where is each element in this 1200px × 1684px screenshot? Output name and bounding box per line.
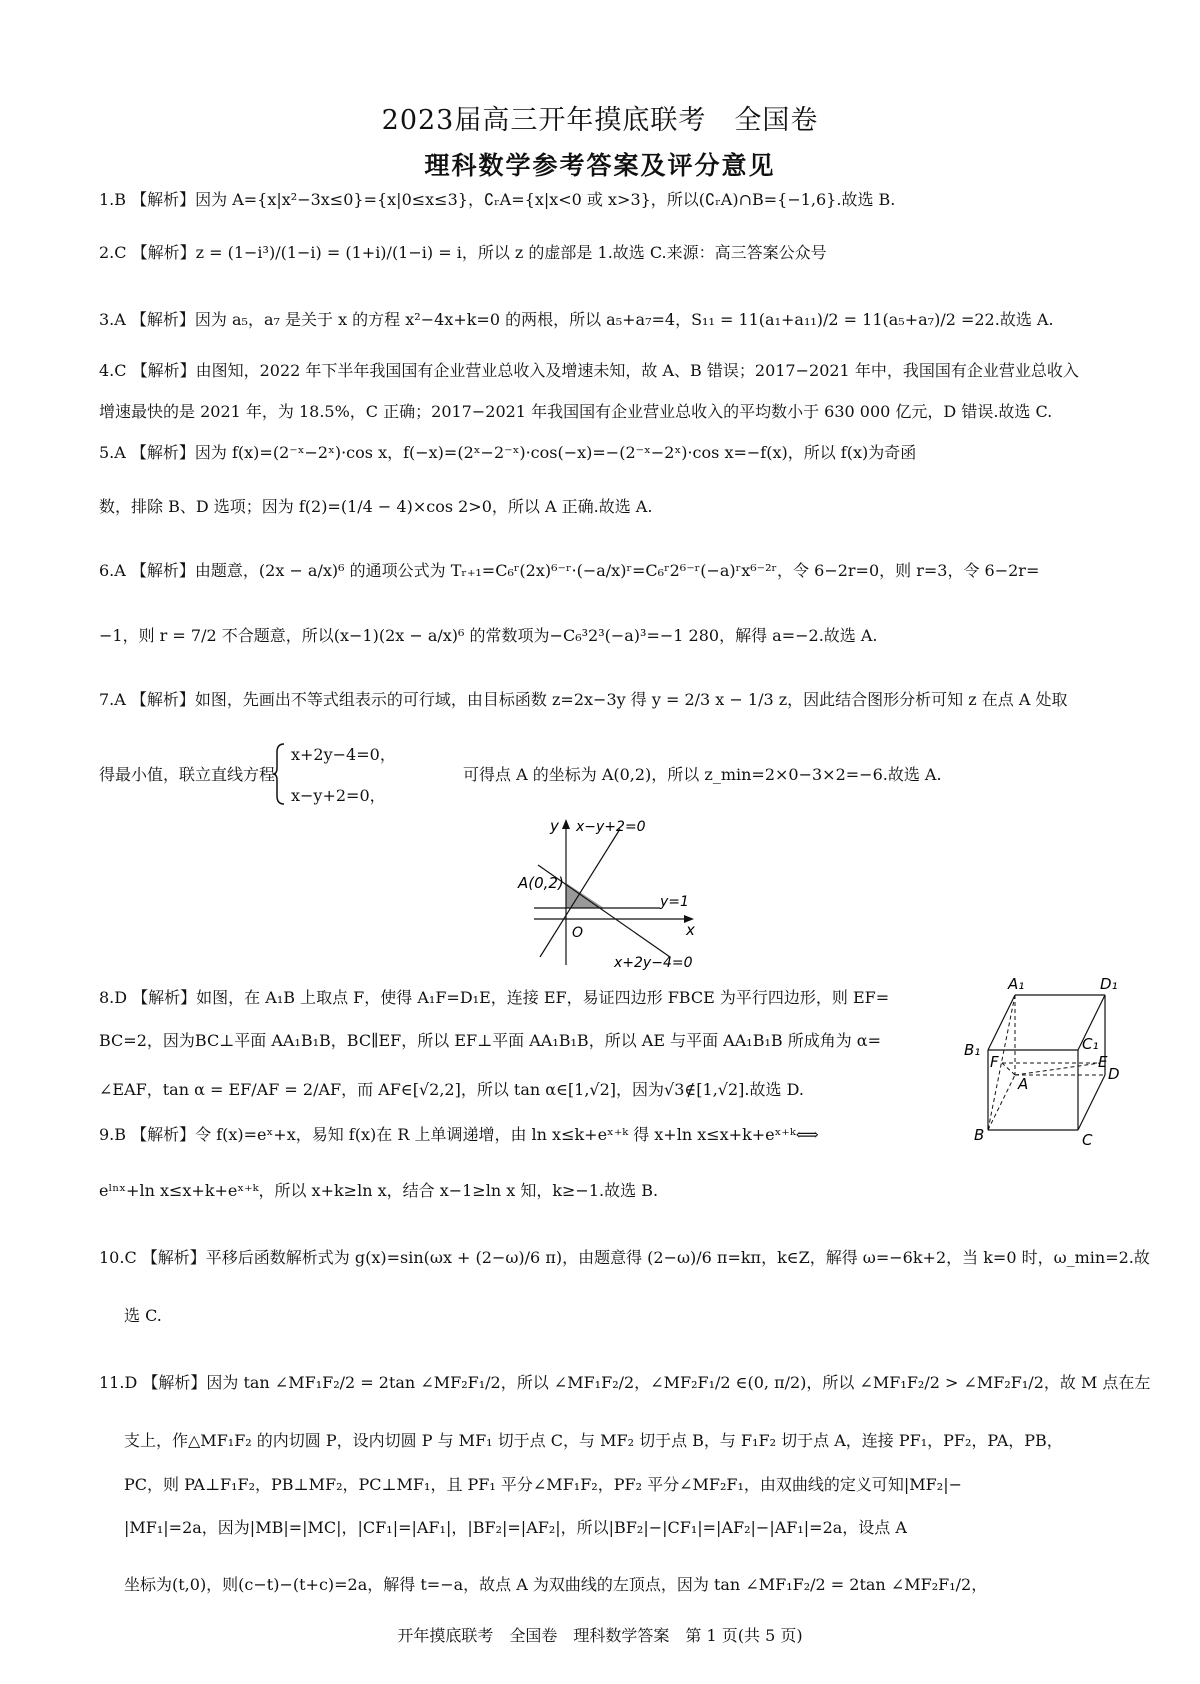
label-x: x <box>686 921 695 939</box>
label-y: y <box>550 817 559 835</box>
label-x-2y-4: x+2y−4=0 <box>614 955 693 970</box>
label-b1: B₁ <box>964 1041 981 1059</box>
label-a1: A₁ <box>1008 975 1025 993</box>
answer-7-line2a: 得最小值，联立直线方程 <box>99 765 276 784</box>
edge-b-a <box>988 1075 1015 1130</box>
answer-7-line1: 7.A 【解析】如图，先画出不等式组表示的可行域，由目标函数 z=2x−3y 得 y = 2/3 x − 1/3 z，因此结合图形分析可知 z 在点 A 处取 <box>99 690 1068 709</box>
page-footer: 开年摸底联考 全国卷 理科数学答案 第 1 页(共 5 页) <box>397 1626 803 1645</box>
answer-7-line2b: 可得点 A 的坐标为 A(0,2)，所以 z_min=2×0−3×2=−6.故选 A. <box>463 765 942 784</box>
label-o: O <box>572 925 584 941</box>
label-f: F <box>990 1053 999 1071</box>
answer-6-line1: 6.A 【解析】由题意，(2x − a/x)⁶ 的通项公式为 Tᵣ₊₁=C₆ʳ(2x)⁶⁻ʳ·(−a/x)ʳ=C₆ʳ2⁶⁻ʳ(−a)ʳx⁶⁻²ʳ，令 6−2r=0，则 r=3，令 6−2r= <box>99 561 1040 580</box>
label-a: A <box>1018 1075 1029 1093</box>
segment-a-f <box>1002 1063 1015 1075</box>
label-d1: D₁ <box>1100 975 1118 993</box>
system-eq-2: x−y+2=0， <box>291 786 386 805</box>
label-y-1: y=1 <box>660 894 689 910</box>
segment-a-e <box>1015 1063 1100 1075</box>
answer-11-line3: PC，则 PA⊥F₁F₂，PB⊥MF₂，PC⊥MF₁，且 PF₁ 平分∠MF₁F₂，PF₂ 平分∠MF₂F₁，由双曲线的定义可知|MF₂|− <box>124 1475 962 1494</box>
answer-9-line1: 9.B 【解析】令 f(x)=eˣ+x，易知 f(x)在 R 上单调递增，由 ln x≤k+eˣ⁺ᵏ 得 x+ln x≤x+k+eˣ⁺ᵏ⟺ <box>99 1125 819 1144</box>
y-axis-arrow <box>562 819 570 829</box>
label-e: E <box>1098 1053 1108 1071</box>
system-eq-1: x+2y−4=0， <box>291 745 396 764</box>
label-c1: C₁ <box>1082 1035 1099 1053</box>
answer-5-line1: 5.A 【解析】因为 f(x)=(2⁻ˣ−2ˣ)·cos x，f(−x)=(2ˣ−2⁻ˣ)·cos(−x)=−(2⁻ˣ−2ˣ)·cos x=−f(x)，所以 f(x)为奇函 <box>99 443 917 462</box>
answer-11-line2: 支上，作△MF₁F₂ 的内切圆 P，设内切圆 P 与 MF₁ 切于点 C，与 MF₂ 切于点 B，与 F₁F₂ 切于点 A，连接 PF₁，PF₂，PA，PB， <box>124 1431 1063 1450</box>
label-b: B <box>974 1126 985 1144</box>
answer-6-line2: −1，则 r = 7/2 不合题意，所以(x−1)(2x − a/x)⁶ 的常数项为−C₆³2³(−a)³=−1 280，解得 a=−2.故选 A. <box>99 626 878 645</box>
answer-10-line1: 10.C 【解析】平移后函数解析式为 g(x)=sin(ωx + (2−ω)/6 π)，由题意得 (2−ω)/6 π=kπ，k∈Z，解得 ω=−6k+2，当 k=0 时，ω_min=2.故 <box>99 1248 1150 1267</box>
answer-4-line2: 增速最快的是 2021 年，为 18.5%，C 正确；2017−2021 年我国国有企业营业总收入的平均数小于 630 000 亿元，D 错误.故选 C. <box>99 402 1053 421</box>
label-x-y-2: x−y+2=0 <box>576 819 646 835</box>
answer-10-line2: 选 C. <box>124 1306 162 1325</box>
system-brace <box>272 742 286 812</box>
answer-11-line5: 坐标为(t,0)，则(c−t)−(t+c)=2a，解得 t=−a，故点 A 为双曲线的左顶点，因为 tan ∠MF₁F₂/2 = 2tan ∠MF₂F₁/2， <box>124 1575 988 1594</box>
label-d: D <box>1108 1065 1120 1083</box>
feasible-region <box>566 883 604 908</box>
page-title: 2023届高三开年摸底联考 全国卷 <box>381 105 819 136</box>
answer-8-line3: ∠EAF，tan α = EF/AF = 2/AF，而 AF∈[√2,2]，所以 tan α∈[1,√2]，因为√3∉[1,√2].故选 D. <box>99 1080 804 1099</box>
answer-3: 3.A 【解析】因为 a₅，a₇ 是关于 x 的方程 x²−4x+k=0 的两根，所以 a₅+a₇=4，S₁₁ = 11(a₁+a₁₁)/2 = 11(a₅+a₇)/2 =22.故选 A. <box>99 310 1054 329</box>
figure-feasible-region <box>510 815 720 974</box>
edge-c-d <box>1078 1075 1105 1130</box>
page-subtitle: 理科数学参考答案及评分意见 <box>424 151 776 180</box>
answer-2: 2.C 【解析】z = (1−i³)/(1−i) = (1+i)/(1−i) = i，所以 z 的虚部是 1.故选 C.来源：高三答案公众号 <box>99 243 827 262</box>
answer-4-line1: 4.C 【解析】由图知，2022 年下半年我国国有企业营业总收入及增速未知，故 A、B 错误；2017−2021 年中，我国国有企业营业总收入 <box>99 361 1079 380</box>
edge-b1-a1 <box>988 995 1015 1050</box>
label-c: C <box>1082 1131 1093 1149</box>
answer-8-line2: BC=2，因为BC⊥平面 AA₁B₁B，BC∥EF，所以 EF⊥平面 AA₁B₁B，所以 AE 与平面 AA₁B₁B 所成角为 α= <box>99 1031 882 1050</box>
answer-11-line4: |MF₁|=2a，因为|MB|=|MC|，|CF₁|=|AF₁|，|BF₂|=|AF₂|，所以|BF₂|−|CF₁|=|AF₂|−|AF₁|=2a，设点 A <box>124 1518 907 1537</box>
answer-1: 1.B 【解析】因为 A={x|x²−3x≤0}={x|0≤x≤3}，∁ᵣA={x|x<0 或 x>3}，所以(∁ᵣA)∩B={−1,6}.故选 B. <box>99 190 896 209</box>
label-a: A(0,2) <box>518 874 564 892</box>
answer-11-line1: 11.D 【解析】因为 tan ∠MF₁F₂/2 = 2tan ∠MF₂F₁/2，所以 ∠MF₁F₂/2，∠MF₂F₁/2 ∈(0, π/2)，所以 ∠MF₁F₂/2 > ∠MF₂F₁/2，故 M 点在左 <box>99 1373 1151 1392</box>
answer-8-line1: 8.D 【解析】如图，在 A₁B 上取点 F，使得 A₁F=D₁E，连接 EF，易证四边形 FBCE 为平行四边形，则 EF= <box>99 988 890 1007</box>
answer-9-line2: eˡⁿˣ+ln x≤x+k+eˣ⁺ᵏ，所以 x+k≥ln x，结合 x−1≥ln x 知，k≥−1.故选 B. <box>99 1181 659 1200</box>
answer-5-line2: 数，排除 B、D 选项；因为 f(2)=(1/4 − 4)×cos 2>0，所以 A 正确.故选 A. <box>99 497 653 516</box>
